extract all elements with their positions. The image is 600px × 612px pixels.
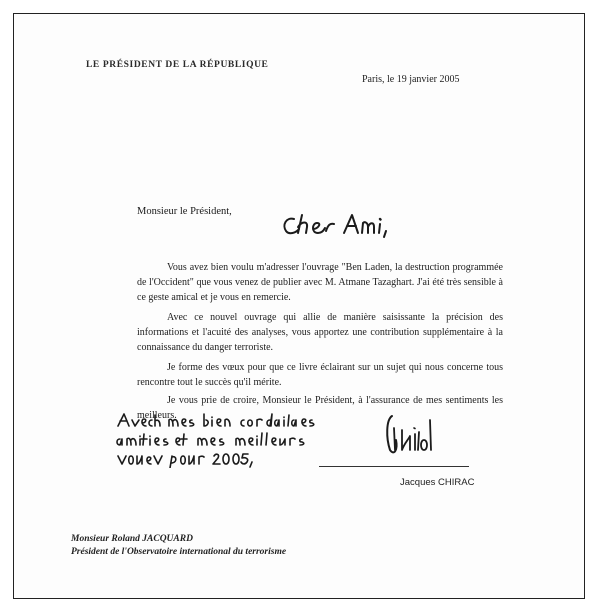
handwritten-closing (114, 412, 384, 473)
letter-date: Paris, le 19 janvier 2005 (362, 74, 460, 85)
letterhead: LE PRÉSIDENT DE LA RÉPUBLIQUE (86, 60, 269, 70)
paragraph-1: Vous avez bien voulu m'adresser l'ouvrage "Ben Laden, la destruction programmée de l'Occident" que vous venez de publier avec M. Atmane Tazaghart. J'ai été très sensible à ce geste amical et je vous en remercie. (137, 262, 503, 303)
salutation: Monsieur le Président, (137, 206, 232, 217)
recipient-block (71, 533, 286, 559)
recipient-name: Monsieur Roland JACQUARD (71, 534, 193, 544)
recipient-title: Président de l'Observatoire international du terrorisme (71, 547, 287, 557)
paragraph-3: Je forme des vœux pour que ce livre éclairant sur un sujet qui nous concerne tous rencontre tout le succès qu'il mérite. (137, 362, 503, 388)
signer-name: Jacques CHIRAC (400, 477, 475, 488)
signature (384, 410, 454, 463)
paragraph-2: Avec ce nouvel ouvrage qui allie de manière saisissante la précision des informations et l'acuité des analyses, vous apportez une contribution supplémentaire à la connaissance du danger terroriste. (137, 312, 503, 353)
letter-page (13, 13, 585, 599)
signature-line (319, 466, 469, 467)
paragraph-4: Je vous prie de croire, Monsieur le Président, à l'assurance de mes sentiments les meilleurs. (137, 395, 503, 421)
handwritten-greeting (280, 211, 400, 244)
